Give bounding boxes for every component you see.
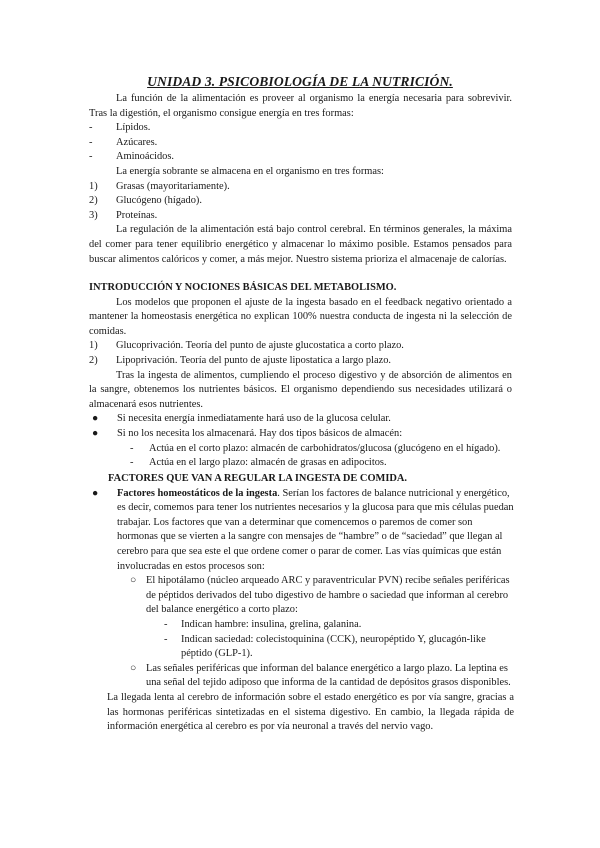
intro-block xyxy=(0,92,600,267)
list-item: - Indican saciedad: colecistoquinina (CCK), neuropéptido Y, glucagón-like péptido (GLP-1). xyxy=(164,633,486,660)
list-item: 2) Lipoprivación. Teoría del punto de ajuste lipostatica a largo plazo. xyxy=(89,354,392,366)
list-item: - Actúa en el largo plazo: almacén de grasas en adipocitos. xyxy=(130,457,387,469)
list-item: ● Si necesita energía inmediatamente hará uso de la glucosa celular. xyxy=(92,413,391,425)
section-metabolism xyxy=(0,281,600,471)
section-heading: FACTORES QUE VAN A REGULAR LA INGESTA DE COMIDA. xyxy=(108,473,407,484)
list-item: ○ Las señales periféricas que informan del balance energético a largo plazo. La leptina es una señal del tejido adiposo que informa de la cantidad de depósitos grasos disponibles. xyxy=(130,662,511,689)
list-item: 3) Proteínas. xyxy=(89,209,158,221)
section-heading: INTRODUCCIÓN Y NOCIONES BÁSICAS DEL METABOLISMO. xyxy=(89,282,397,293)
regulation-paragraph: La regulación de la alimentación está bajo control cerebral. En términos generales, la máxima del comer para tener equilibrio energético y almacenar lo máximo posible. Estamos pensados para buscar alimentos calóricos y comer, a más mejor. Nuestro sistema prioriza el almacenaje de calorías. xyxy=(89,224,512,265)
list-item: ● Factores homeostáticos de la ingesta. Serían los factores de balance nutricional y energético, es decir, comemos para tener los nutrientes necesarios y la glucosa para que mis células puedan trabajar. Los factores que van a determinar que comencemos o paremos de comer son hormonas que se vierten a la sangre con mensajes de “hambre” o de “saciedad” que llegan al cerebro para que sea este el que ordene comer o parar de comer. Las vías químicas que están involucradas en estos procesos son: xyxy=(92,487,514,572)
energy-storage-intro: La energía sobrante se almacena en el organismo en tres formas: xyxy=(116,165,384,177)
list-item: - Indican hambre: insulina, grelina, galanina. xyxy=(164,618,362,630)
list-item: - Aminoácidos. xyxy=(89,151,175,163)
list-item: 2) Glucógeno (hígado). xyxy=(89,195,202,207)
list-item: - Actúa en el corto plazo: almacén de carbohidratos/glucosa (glucógeno en el hígado). xyxy=(130,442,501,454)
section-factors xyxy=(0,472,600,735)
list-item: ● Si no los necesita los almacenará. Hay dos tipos básicos de almacén: xyxy=(92,427,403,439)
list-item: 1) Glucoprivación. Teoría del punto de ajuste glucostatica a corto plazo. xyxy=(89,340,404,352)
ingestion-paragraph: Tras la ingesta de alimentos, cumpliendo el proceso digestivo y de absorción de alimentos en la sangre, obtenemos los nutrientes básicos. El organismo dependiendo sus necesidades utilizará o almacenará esos nutrientes. xyxy=(89,369,512,410)
list-item: ○ El hipotálamo (núcleo arqueado ARC y paraventricular PVN) recibe señales periféricas de péptidos derivados del tubo digestivo de hambre o saciedad que informan al cerebro del balance energético a corto plazo: xyxy=(130,575,510,616)
models-paragraph: Los modelos que proponen el ajuste de la ingesta basado en el feedback negativo orientado a mantener la homeostasis energética no explican 100% nuestra conducta de ingesta ni la selección de comidas. xyxy=(89,296,512,337)
list-item: - Lípidos. xyxy=(89,122,151,134)
list-item: 1) Grasas (mayoritariamente). xyxy=(89,180,230,192)
closing-paragraph: La llegada lenta al cerebro de información sobre el estado energético es por vía sangre, gracias a las hormonas periféricas sintetizadas en el sistema digestivo. En cambio, la llegada rápida de información energética al cerebro es por vía neuronal a través del nervio vago. xyxy=(107,691,514,733)
page-title: UNIDAD 3. PSICOBIOLOGÍA DE LA NUTRICIÓN. xyxy=(147,74,453,89)
intro-paragraph: La función de la alimentación es proveer al organismo la energía necesaria para sobrevivir. Tras la digestión, el organismo consigue energía en tres formas: xyxy=(89,93,512,119)
list-item: - Azúcares. xyxy=(89,136,158,148)
factor-term: Factores homeostáticos de la ingesta xyxy=(117,487,278,499)
